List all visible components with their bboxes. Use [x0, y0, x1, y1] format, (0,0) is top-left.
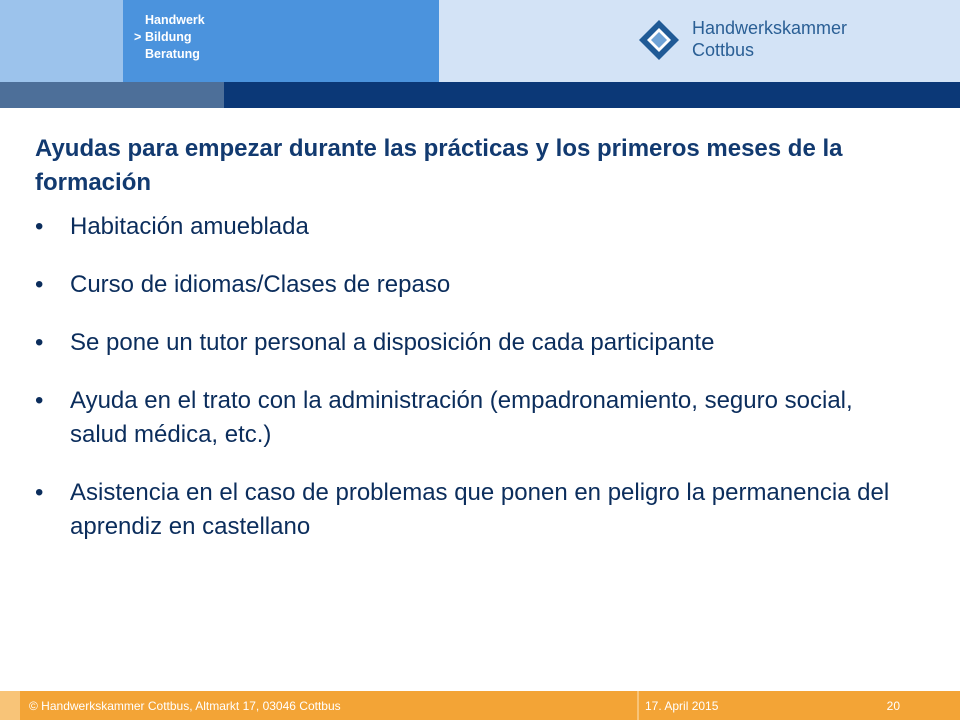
- bullet-item: [35, 326, 915, 360]
- bullet-dot: •: [35, 387, 44, 414]
- header-band-accent: [0, 82, 224, 108]
- hwk-logo-icon: [638, 19, 680, 61]
- bullet-text: Se pone un tutor personal a disposición de cada participante: [70, 329, 715, 356]
- menu-item-label: Bildung: [145, 30, 192, 44]
- menu-item-label: Handwerk: [145, 13, 205, 27]
- bullet-item: [35, 210, 915, 244]
- bullet-item: [35, 384, 915, 452]
- menu-item-bildung[interactable]: [134, 29, 205, 46]
- page-number: 20: [886, 699, 900, 713]
- bullet-text: Curso de idiomas/Clases de repaso: [70, 271, 451, 298]
- footer-copyright: © Handwerkskammer Cottbus, Altmarkt 17, 03046 Cottbus: [29, 699, 341, 713]
- bullet-text: Habitación amueblada: [70, 213, 309, 240]
- header-left-block: [0, 0, 123, 82]
- menu-item-beratung[interactable]: [145, 46, 205, 63]
- bullet-dot: •: [35, 329, 44, 356]
- bullet-item: [35, 476, 915, 544]
- bullet-dot: •: [35, 479, 44, 506]
- footer-date: 17. April 2015: [645, 699, 719, 713]
- chevron-right-icon: >: [134, 30, 142, 44]
- bullet-text: Asistencia en el caso de problemas que ponen en peligro la permanencia del aprendiz en castellano: [70, 479, 890, 540]
- bullet-dot: •: [35, 271, 44, 298]
- logo-text: [692, 17, 847, 61]
- bullet-dot: •: [35, 213, 44, 240]
- bullet-item: [35, 268, 915, 302]
- logo-line-2: Cottbus: [692, 40, 755, 60]
- menu-item-handwerk[interactable]: [145, 12, 205, 29]
- slide-title: Ayudas para empezar durante las prácticas y los primeros meses de la formación: [35, 135, 843, 196]
- footer-divider: [637, 691, 639, 720]
- menu-item-label: Beratung: [145, 47, 200, 61]
- footer-accent: [0, 691, 20, 720]
- header-menu: [134, 12, 205, 63]
- bullet-text: Ayuda en el trato con la administración (empadronamiento, seguro social, salud médica, etc.): [70, 387, 853, 448]
- logo-line-1: Handwerkskammer: [692, 18, 848, 38]
- bullet-list: [35, 210, 915, 568]
